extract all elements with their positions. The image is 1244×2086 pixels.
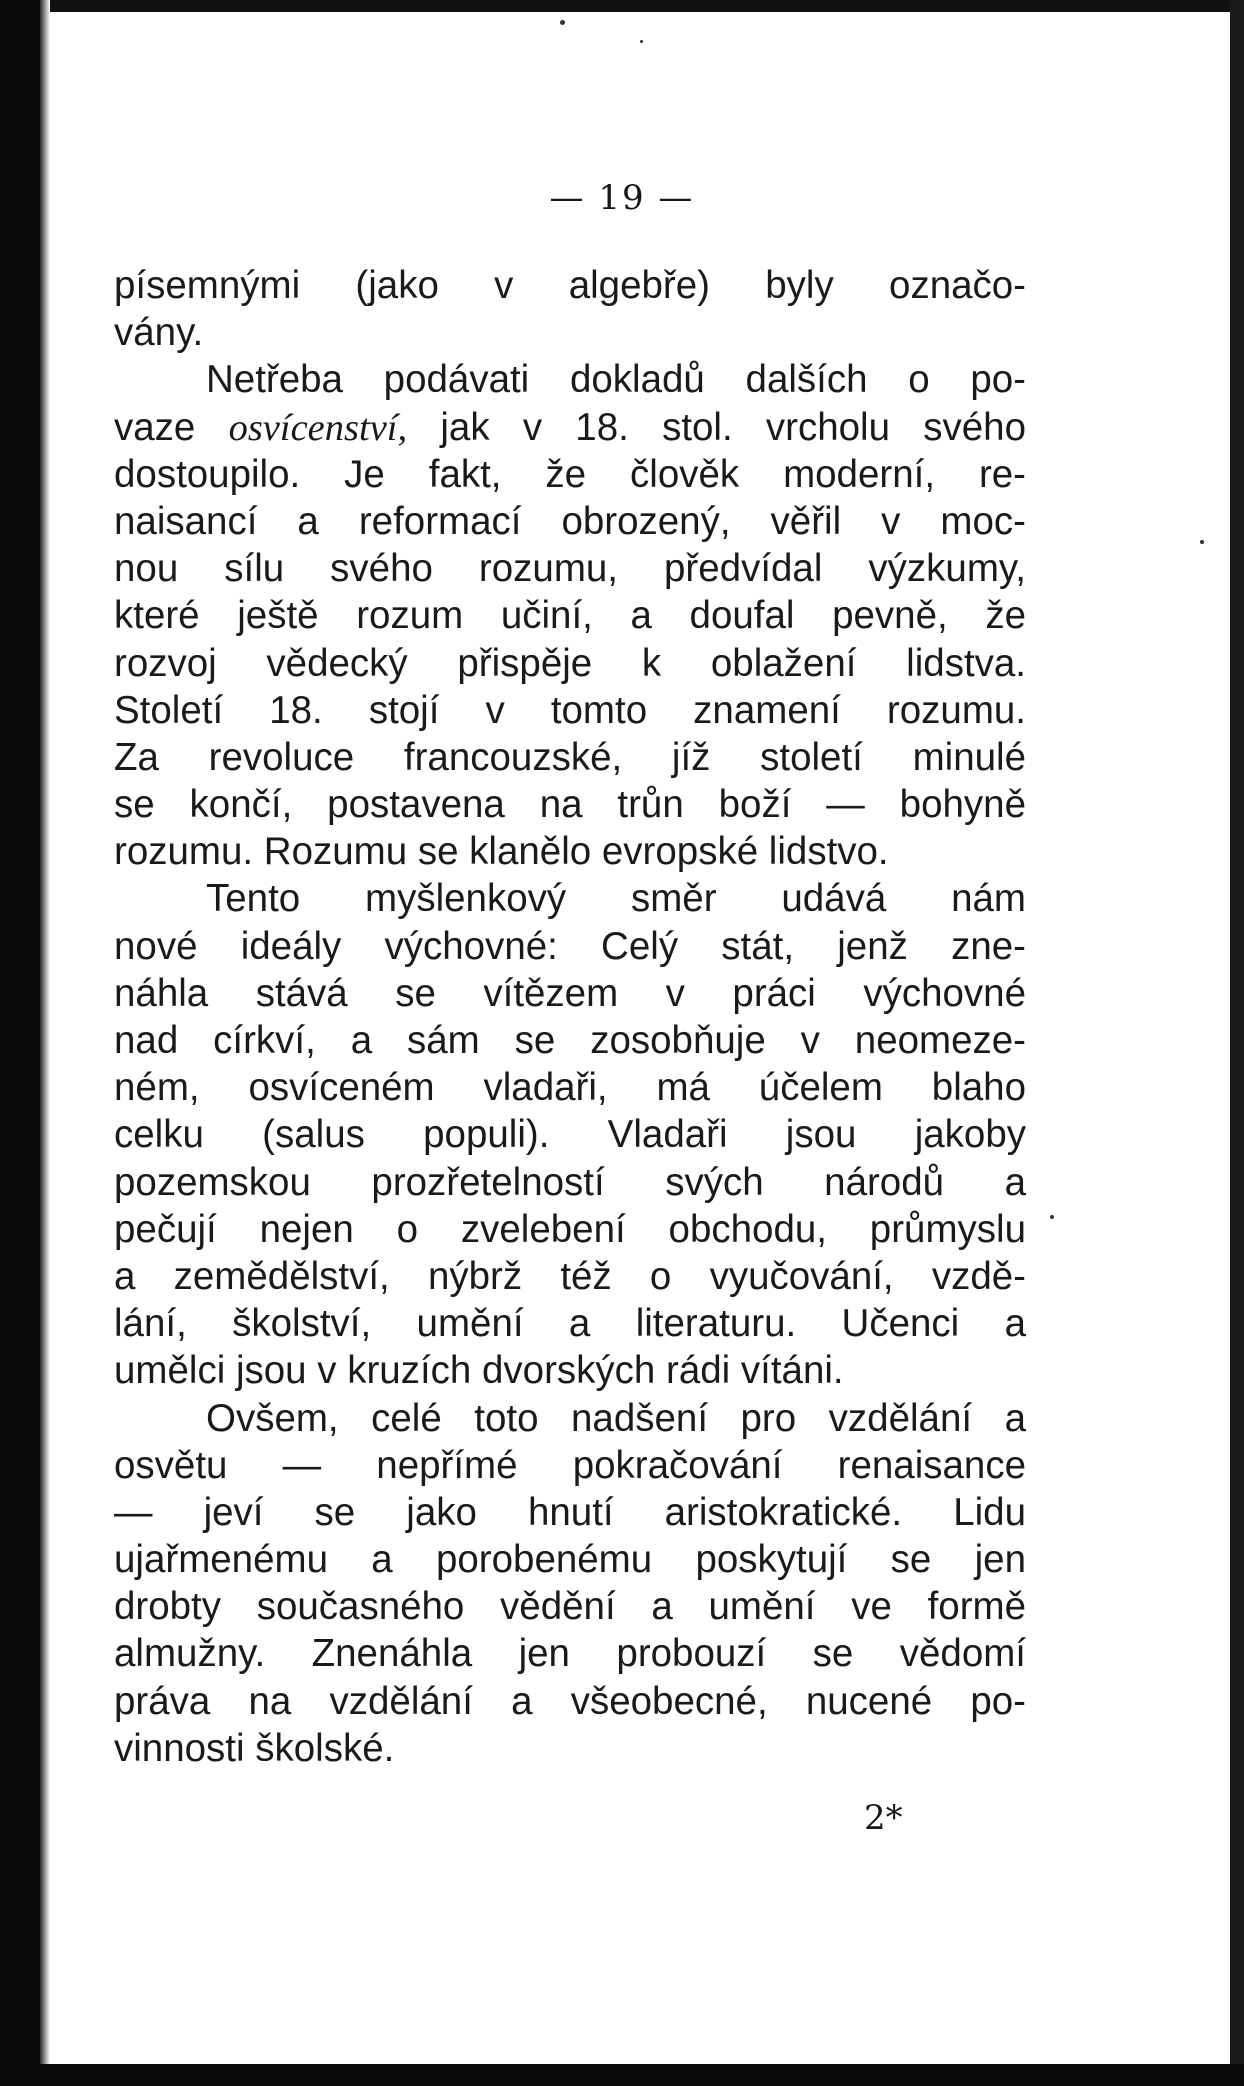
text-line: vány. [114, 311, 204, 355]
text-line: Netřeba podávati dokladů dalších o po- [206, 358, 1026, 402]
dust-speck [1200, 540, 1204, 544]
printer-signature: 2* [864, 1798, 903, 1838]
text-line: pečují nejen o zvelebení obchodu, průmyslu [114, 1207, 1026, 1251]
dust-speck [1050, 1215, 1054, 1219]
top-edge-shadow [0, 0, 1244, 12]
text-line: Tento myšlenkový směr udává nám [206, 877, 1026, 921]
text-line: — jeví se jako hnutí aristokratické. Lidu [114, 1490, 1026, 1534]
text-line: nad církví, a sám se zosobňuje v neomeze- [114, 1019, 1026, 1062]
text-line: rozumu. Rozumu se klanělo evropské lidstvo. [114, 830, 889, 874]
text-line: práva na vzdělání a všeobecné, nucené po- [114, 1679, 1026, 1723]
text-line: celku (salus populi). Vladaři jsou jakoby [114, 1113, 1026, 1157]
text-line: a zemědělství, nýbrž též o vyučování, vzdě- [114, 1254, 1026, 1298]
text-segment: vaze [114, 405, 229, 449]
text-line: písemnými (jako v algebře) byly označo- [114, 264, 1026, 307]
text-line: dostoupilo. Je fakt, že člověk moderní, re- [114, 452, 1026, 496]
text-line: almužny. Znenáhla jen probouzí se vědomí [114, 1632, 1026, 1676]
dust-speck [640, 40, 643, 43]
text-line: ujařmenému a porobenému poskytují se jen [114, 1538, 1026, 1582]
text-line: se končí, postavena na trůn boží — bohyně [114, 783, 1026, 827]
text-line: drobty současného vědění a umění ve formě [114, 1585, 1026, 1629]
text-line: naisancí a reformací obrozený, věřil v moc- [114, 499, 1026, 543]
text-segment: jak v 18. stol. vrcholu svého [407, 405, 1026, 449]
text-line: nové ideály výchovné: Celý stát, jenž zne- [114, 924, 1026, 968]
text-line: osvětu — nepřímé pokračování renaisance [114, 1443, 1026, 1487]
bottom-edge-shadow [0, 2064, 1244, 2086]
text-line: lání, školství, umění a literaturu. Učenci a [114, 1302, 1026, 1346]
binding-gradient [40, 0, 50, 2086]
body-text [114, 262, 1026, 1772]
text-line: rozvoj vědecký přispěje k oblažení lidstva. [114, 641, 1026, 685]
text-line: náhla stává se vítězem v práci výchovné [114, 971, 1026, 1015]
right-edge-shadow [1230, 0, 1244, 2086]
dust-speck [560, 20, 565, 25]
italic-term: osvícenství, [228, 406, 408, 449]
text-line: pozemskou prozřetelností svých národů a [114, 1160, 1026, 1204]
text-line: Století 18. stojí v tomto znamení rozumu. [114, 688, 1026, 732]
text-line: umělci jsou v kruzích dvorských rádi vítáni. [114, 1349, 844, 1393]
text-line: ném, osvíceném vladaři, má účelem blaho [114, 1066, 1026, 1110]
text-line: které ještě rozum učiní, a doufal pevně, že [114, 594, 1026, 638]
text-line: Za revoluce francouzské, jíž století minulé [114, 735, 1026, 779]
text-line: nou sílu svého rozumu, předvídal výzkumy, [114, 547, 1026, 591]
page-number: — 19 — [549, 178, 695, 218]
text-line: vinnosti školské. [114, 1726, 395, 1770]
binding-edge [0, 0, 40, 2086]
text-line [114, 404, 1026, 451]
text-line: Ovšem, celé toto nadšení pro vzdělání a [206, 1396, 1026, 1440]
